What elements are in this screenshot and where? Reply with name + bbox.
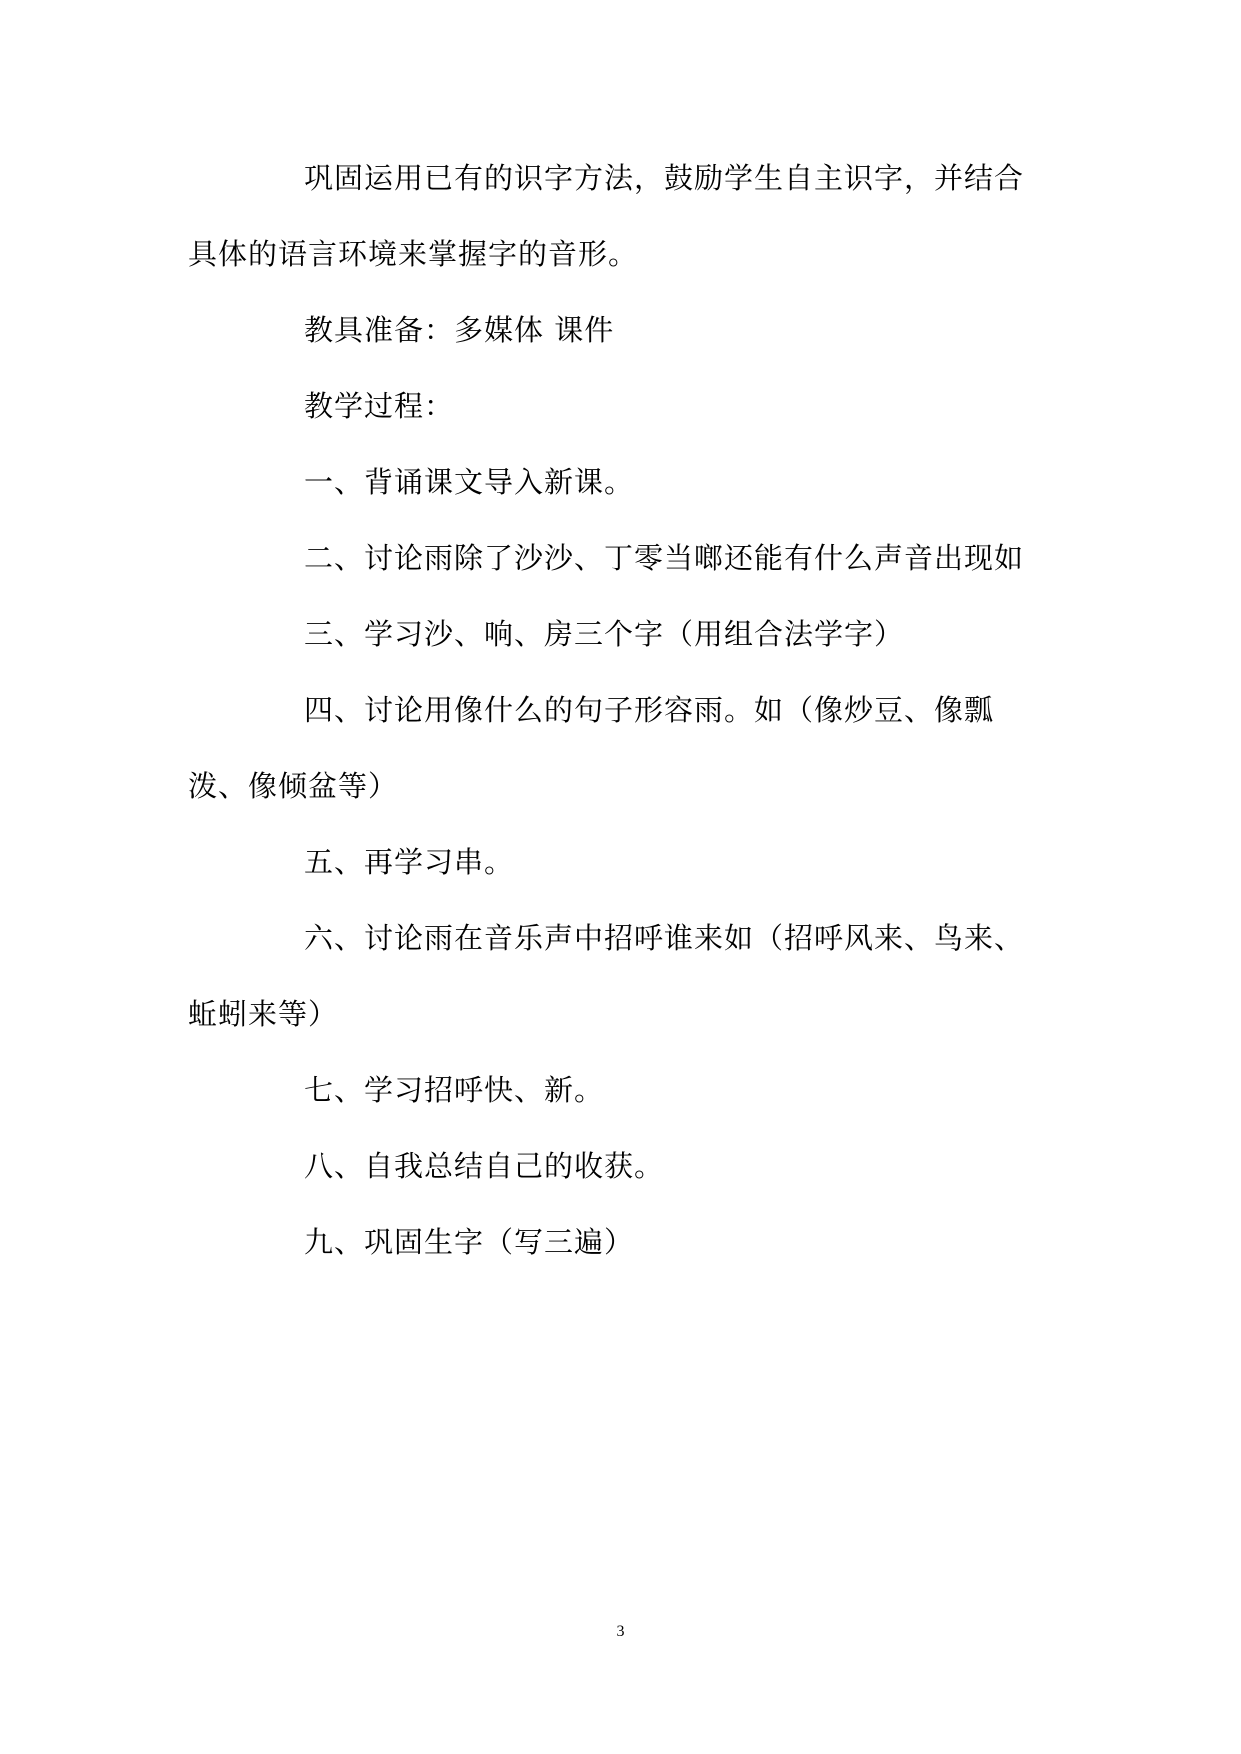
- paragraph-process-heading: 教学过程：: [304, 389, 455, 423]
- paragraph-step-5: 五、再学习串。: [304, 845, 515, 879]
- page-number: 3: [616, 1623, 625, 1640]
- paragraph-step-8: 八、自我总结自己的收获。: [304, 1149, 665, 1183]
- paragraph-materials: 教具准备：多媒体 课件: [304, 313, 615, 347]
- paragraph-step-9: 九、巩固生字（写三遍）: [304, 1225, 635, 1259]
- paragraph-step-2: 二、讨论雨除了沙沙、丁零当啷还能有什么声音出现如: [304, 541, 1025, 575]
- paragraph-goal: 巩固运用已有的识字方法，鼓励学生自主识字，并结合具体的语言环境来掌握字的音形。: [188, 161, 1025, 271]
- paragraph-step-1: 一、背诵课文导入新课。: [304, 465, 635, 499]
- paragraph-step-4: 四、讨论用像什么的句子形容雨。如（像炒豆、像瓢泼、像倾盆等）: [188, 693, 995, 803]
- paragraph-step-6: 六、讨论雨在音乐声中招呼谁来如（招呼风来、鸟来、蚯蚓来等）: [188, 921, 1025, 1031]
- document-body: [188, 140, 1050, 1280]
- paragraph-step-7: 七、学习招呼快、新。: [304, 1073, 605, 1107]
- paragraph-step-3: 三、学习沙、响、房三个字（用组合法学字）: [304, 617, 905, 651]
